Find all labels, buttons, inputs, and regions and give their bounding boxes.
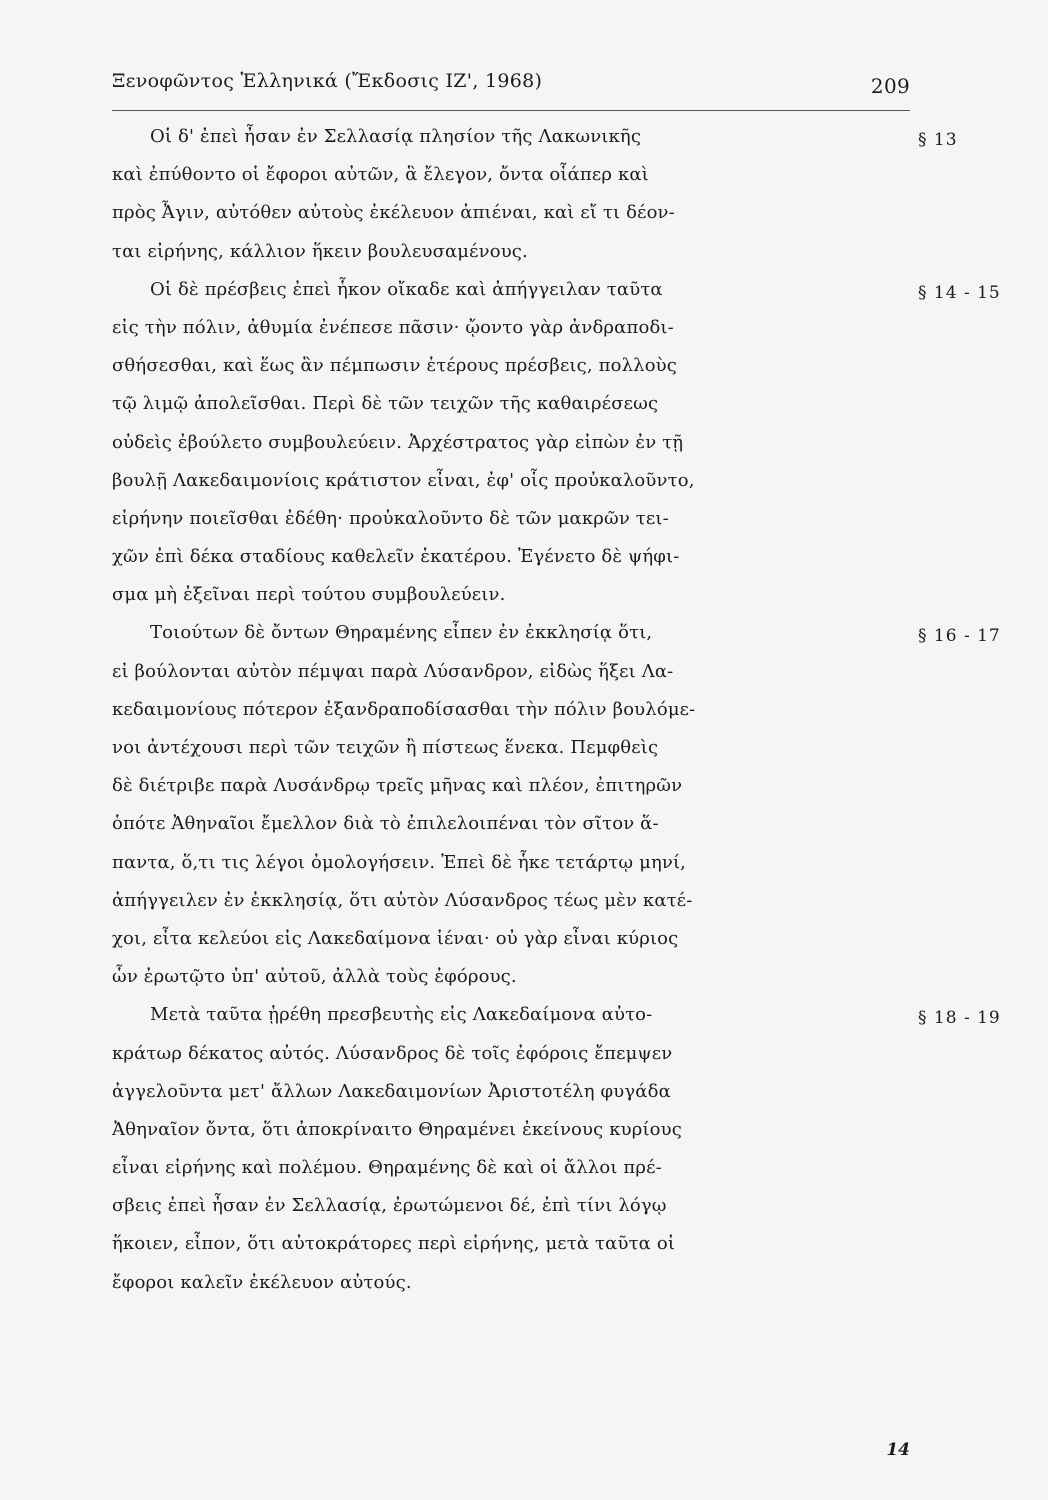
- text-line: ἀπήγγειλεν ἐν ἐκκλησίᾳ, ὅτι αὐτὸν Λύσανδρος τέως μὲν κατέ-: [112, 889, 693, 911]
- text-line: παντα, ὅ,τι τις λέγοι ὁμολογήσειν. Ἐπεὶ δὲ ἧκε τετάρτῳ μηνί,: [112, 851, 687, 873]
- text-line: Μετὰ ταῦτα ᾑρέθη πρεσβευτὴς εἰς Λακεδαίμονα αὐτο-: [150, 1004, 653, 1026]
- text-line: τῷ λιμῷ ἀπολεῖσθαι. Περὶ δὲ τῶν τειχῶν τῆς καθαιρέσεως: [112, 393, 659, 415]
- text-line: ἀγγελοῦντα μετ' ἄλλων Λακεδαιμονίων Ἀριστοτέλη φυγάδα: [112, 1080, 671, 1102]
- section-reference: § 18 - 19: [918, 1008, 1001, 1029]
- running-header: [112, 66, 910, 96]
- running-title: Ξενοφῶντος Ἑλληνικά (Ἔκδοσις ΙΖ', 1968): [112, 70, 543, 92]
- page-number: 209: [870, 74, 910, 98]
- text-line: πρὸς Ἆγιν, αὐτόθεν αὐτοὺς ἐκέλευον ἀπιέναι, καὶ εἴ τι δέον-: [112, 202, 675, 224]
- header-rule: [112, 110, 910, 111]
- body-text: [112, 118, 1001, 1302]
- text-line: Οἱ δ' ἐπεὶ ἦσαν ἐν Σελλασίᾳ πλησίον τῆς Λακωνικῆς: [150, 126, 642, 147]
- text-line: ται εἰρήνης, κάλλιον ἥκειν βουλευσαμένους.: [112, 240, 528, 262]
- text-line: Τοιούτων δὲ ὄντων Θηραμένης εἶπεν ἐν ἐκκλησίᾳ ὅτι,: [150, 622, 653, 644]
- section-reference: § 13: [918, 130, 958, 150]
- text-line: εἰς τὴν πόλιν, ἀθυμία ἐνέπεσε πᾶσιν· ᾤοντο γὰρ ἀνδραποδι-: [112, 316, 674, 338]
- paragraph-16-17: [112, 614, 1001, 996]
- text-line: ὧν ἐρωτῷτο ὑπ' αὐτοῦ, ἀλλὰ τοὺς ἐφόρους.: [112, 966, 517, 988]
- signature-mark: 14: [886, 1440, 910, 1460]
- section-reference: § 14 - 15: [918, 282, 1001, 303]
- text-line: οὐδεὶς ἐβούλετο συμβουλεύειν. Ἀρχέστρατος γὰρ εἰπὼν ἐν τῇ: [112, 431, 684, 453]
- text-line: κράτωρ δέκατος αὐτός. Λύσανδρος δὲ τοῖς ἐφόροις ἔπεμψεν: [112, 1042, 673, 1064]
- paragraph-18-19: [112, 996, 1001, 1302]
- text-line: σμα μὴ ἐξεῖναι περὶ τούτου συμβουλεύειν.: [112, 584, 506, 606]
- section-reference: § 16 - 17: [918, 626, 1001, 647]
- text-line: χοι, εἶτα κελεύοι εἰς Λακεδαίμονα ἰέναι· οὐ γὰρ εἶναι κύριος: [112, 927, 679, 949]
- text-line: Ἀθηναῖον ὄντα, ὅτι ἀποκρίναιτο Θηραμένει ἐκείνους κυρίους: [112, 1118, 682, 1140]
- text-line: εἰρήνην ποιεῖσθαι ἐδέθη· προὐκαλοῦντο δὲ τῶν μακρῶν τει-: [112, 507, 669, 529]
- text-line: ἥκοιεν, εἶπον, ὅτι αὐτοκράτορες περὶ εἰρήνης, μετὰ ταῦτα οἱ: [112, 1233, 676, 1255]
- text-line: εἶναι εἰρήνης καὶ πολέμου. Θηραμένης δὲ καὶ οἱ ἄλλοι πρέ-: [112, 1157, 662, 1179]
- text-line: ὁπότε Ἀθηναῖοι ἔμελλον διὰ τὸ ἐπιλελοιπέναι τὸν σῖτον ἅ-: [112, 813, 659, 835]
- text-line: Οἱ δὲ πρέσβεις ἐπεὶ ἧκον οἴκαδε καὶ ἀπήγγειλαν ταῦτα: [150, 278, 663, 300]
- text-line: δὲ διέτριβε παρὰ Λυσάνδρῳ τρεῖς μῆνας καὶ πλέον, ἐπιτηρῶν: [112, 775, 683, 797]
- text-line: βουλῇ Λακεδαιμονίοις κράτιστον εἶναι, ἐφ' οἷς προὐκαλοῦντο,: [112, 469, 695, 491]
- text-line: χῶν ἐπὶ δέκα σταδίους καθελεῖν ἑκατέρου. Ἐγένετο δὲ ψήφι-: [112, 546, 680, 568]
- paragraph-14-15: [112, 271, 1001, 615]
- text-line: σβεις ἐπεὶ ἦσαν ἐν Σελλασίᾳ, ἐρωτώμενοι δέ, ἐπὶ τίνι λόγῳ: [112, 1195, 667, 1217]
- text-line: κεδαιμονίους πότερον ἐξανδραποδίσασθαι τὴν πόλιν βουλόμε-: [112, 698, 696, 720]
- text-line: σθήσεσθαι, καὶ ἕως ἂν πέμπωσιν ἑτέρους πρέσβεις, πολλοὺς: [112, 355, 678, 377]
- text-line: νοι ἀντέχουσι περὶ τῶν τειχῶν ἢ πίστεως ἕνεκα. Πεμφθεὶς: [112, 737, 659, 758]
- paragraph-13: [112, 118, 958, 271]
- text-line: ἔφοροι καλεῖν ἐκέλευον αὐτούς.: [112, 1271, 412, 1293]
- text-line: εἰ βούλονται αὐτὸν πέμψαι παρὰ Λύσανδρον, εἰδὼς ἥξει Λα-: [112, 660, 674, 682]
- text-line: καὶ ἐπύθοντο οἱ ἔφοροι αὐτῶν, ἃ ἔλεγον, ὄντα οἷάπερ καὶ: [112, 164, 649, 186]
